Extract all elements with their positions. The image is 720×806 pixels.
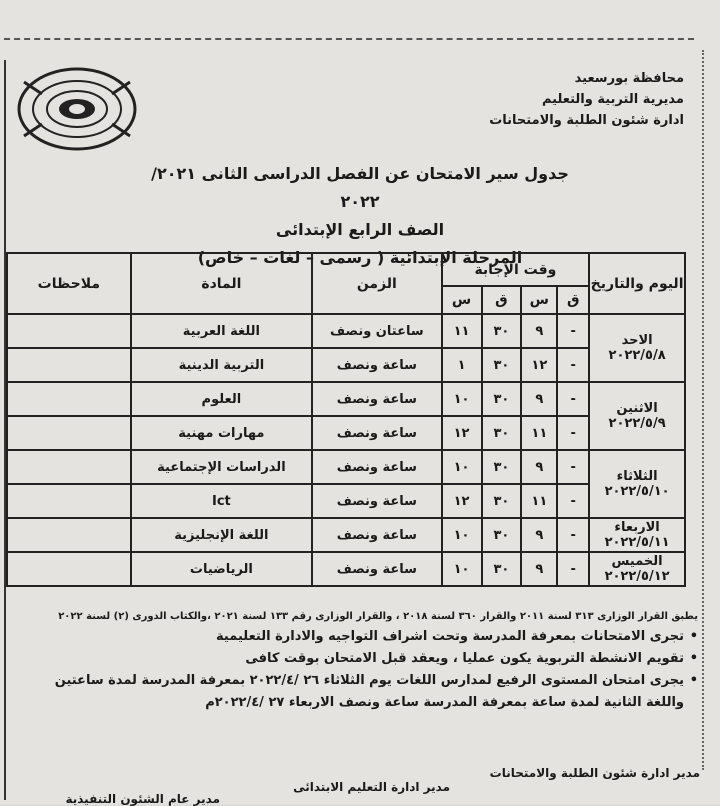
from-minutes-cell: - [557,382,589,416]
from-hours-cell: ٩ [521,552,557,586]
table-row [7,314,685,348]
to-minutes-cell: ٣٠ [482,518,522,552]
directorate-label: مديرية التربية والتعليم [541,92,684,107]
footer-notes [8,608,698,714]
day-name: الخميس [611,554,663,569]
subject-cell: العلوم [131,382,312,416]
duration-cell: ساعتان ونصف [312,314,442,348]
header-answer-time: وقت الإجابة [442,253,590,286]
from-minutes-cell: - [557,518,589,552]
notes-cell [7,484,131,518]
day-name: الاربعاء [614,520,660,535]
to-minutes-cell: ٣٠ [482,416,522,450]
duration-cell: ساعة ونصف [312,348,442,382]
header-subject: المادة [131,253,312,314]
notes-cell [7,552,131,586]
subject-cell: الرياضيات [131,552,312,586]
right-dotted-border [702,50,704,770]
header-day-date: اليوم والتاريخ [589,253,685,314]
subject-cell: التربية الدينية [131,348,312,382]
day-date-cell [589,552,685,586]
notes-cell [7,518,131,552]
from-hours-cell: ٩ [521,518,557,552]
table-row [7,348,685,382]
exam-date: ٢٠٢٢/٥/٨ [608,348,666,363]
table-row [7,484,685,518]
to-minutes-cell: ٣٠ [482,348,522,382]
to-hours-cell: ١٢ [442,484,482,518]
exam-date: ٢٠٢٢/٥/١١ [604,535,670,550]
exam-date: ٢٠٢٢/٥/١٠ [604,484,670,499]
subheader-minutes-1: ق [557,286,589,314]
title-line-3: المرحلة الإبتدائية ( رسمى – لغات – خاص) [197,248,523,267]
signature-primary-education: مدير ادارة التعليم الابتدائى [293,780,450,794]
from-minutes-cell: - [557,314,589,348]
exam-date: ٢٠٢٢/٥/٩ [608,416,666,431]
from-hours-cell: ٩ [521,450,557,484]
table-row [7,382,685,416]
table-row [7,450,685,484]
from-hours-cell: ١٢ [521,348,557,382]
issuer-header [424,68,684,131]
title-line-1: جدول سير الامتحان عن الفصل الدراسى الثانى ٢٠٢١/ ٢٠٢٢ [151,164,569,211]
signature-student-affairs: مدير ادارة شئون الطلبة والامتحانات [489,766,700,780]
subheader-hours-2: س [442,286,482,314]
subheader-hours-1: س [521,286,557,314]
department-label: ادارة شئون الطلبة والامتحانات [489,113,684,128]
notes-cell [7,382,131,416]
port-said-directorate-logo [12,62,142,156]
subject-cell: مهارات مهنية [131,416,312,450]
title-line-2: الصف الرابع الإبتدائى [275,220,445,239]
duration-cell: ساعة ونصف [312,484,442,518]
notes-cell [7,314,131,348]
signature-executive-affairs: مدير عام الشئون التنفيذية [65,792,220,806]
decree-note: يطبق القرار الوزارى ٣١٣ لسنة ٢٠١١ والقرار ٣٦٠ لسنة ٢٠١٨ ، والقرار الوزارى رقم ١٣٣ لسنة ٢٠٢١ ،والكتاب الدورى (٢) لسنة ٢٠٢٢ [58,611,698,622]
from-hours-cell: ١١ [521,416,557,450]
header-duration: الزمن [312,253,442,314]
to-hours-cell: ١٠ [442,382,482,416]
duration-cell: ساعة ونصف [312,450,442,484]
note-advanced-level-exam: • يجرى امتحان المستوى الرفيع لمدارس اللغات يوم الثلاثاء ٢٦ /٢٠٢٢/٤ بمعرفة المدرسة لمدة ساعتين [8,670,698,692]
governorate-label: محافظة بورسعيد [574,71,684,86]
from-hours-cell: ٩ [521,382,557,416]
to-hours-cell: ١٠ [442,518,482,552]
from-minutes-cell: - [557,484,589,518]
to-hours-cell: ١٢ [442,416,482,450]
subheader-minutes-2: ق [482,286,522,314]
subject-cell: الدراسات الإجتماعية [131,450,312,484]
table-row [7,552,685,586]
to-minutes-cell: ٣٠ [482,382,522,416]
day-name: الاحد [621,333,653,348]
duration-cell: ساعة ونصف [312,416,442,450]
to-minutes-cell: ٣٠ [482,484,522,518]
from-hours-cell: ١١ [521,484,557,518]
to-minutes-cell: ٣٠ [482,552,522,586]
from-minutes-cell: - [557,450,589,484]
from-minutes-cell: - [557,348,589,382]
top-dashed-border [4,38,694,40]
day-date-cell [589,382,685,450]
to-minutes-cell: ٣٠ [482,314,522,348]
notes-cell [7,348,131,382]
to-hours-cell: ١١ [442,314,482,348]
from-minutes-cell: - [557,416,589,450]
to-hours-cell: ١ [442,348,482,382]
from-minutes-cell: - [557,552,589,586]
note-exams-supervision: • تجرى الامتحانات بمعرفة المدرسة وتحت اشراف التواجيه والادارة التعليمية [8,626,698,648]
exam-schedule-table [6,252,686,587]
day-date-cell [589,314,685,382]
subject-cell: اللغة العربية [131,314,312,348]
to-hours-cell: ١٠ [442,450,482,484]
notes-cell [7,450,131,484]
exam-date: ٢٠٢٢/٥/١٢ [604,569,670,584]
table-row [7,518,685,552]
duration-cell: ساعة ونصف [312,382,442,416]
note-activities-evaluation: • تقويم الانشطة التربوية يكون عمليا ، ويعقد قبل الامتحان بوقت كافى [8,648,698,670]
notes-cell [7,416,131,450]
table-row [7,416,685,450]
to-minutes-cell: ٣٠ [482,450,522,484]
subject-cell: اللغة الإنجليزية [131,518,312,552]
duration-cell: ساعة ونصف [312,552,442,586]
subject-cell: Ict [131,484,312,518]
day-date-cell [589,450,685,518]
day-name: الاثنين [616,401,658,416]
from-hours-cell: ٩ [521,314,557,348]
day-name: الثلاثاء [616,469,658,484]
day-date-cell [589,518,685,552]
note-second-language: واللغة الثانية لمدة ساعة بمعرفة المدرسة ساعة ونصف الاربعاء ٢٧ /٢٠٢٢/٤م [205,695,684,710]
header-notes: ملاحظات [7,253,131,314]
duration-cell: ساعة ونصف [312,518,442,552]
to-hours-cell: ١٠ [442,552,482,586]
